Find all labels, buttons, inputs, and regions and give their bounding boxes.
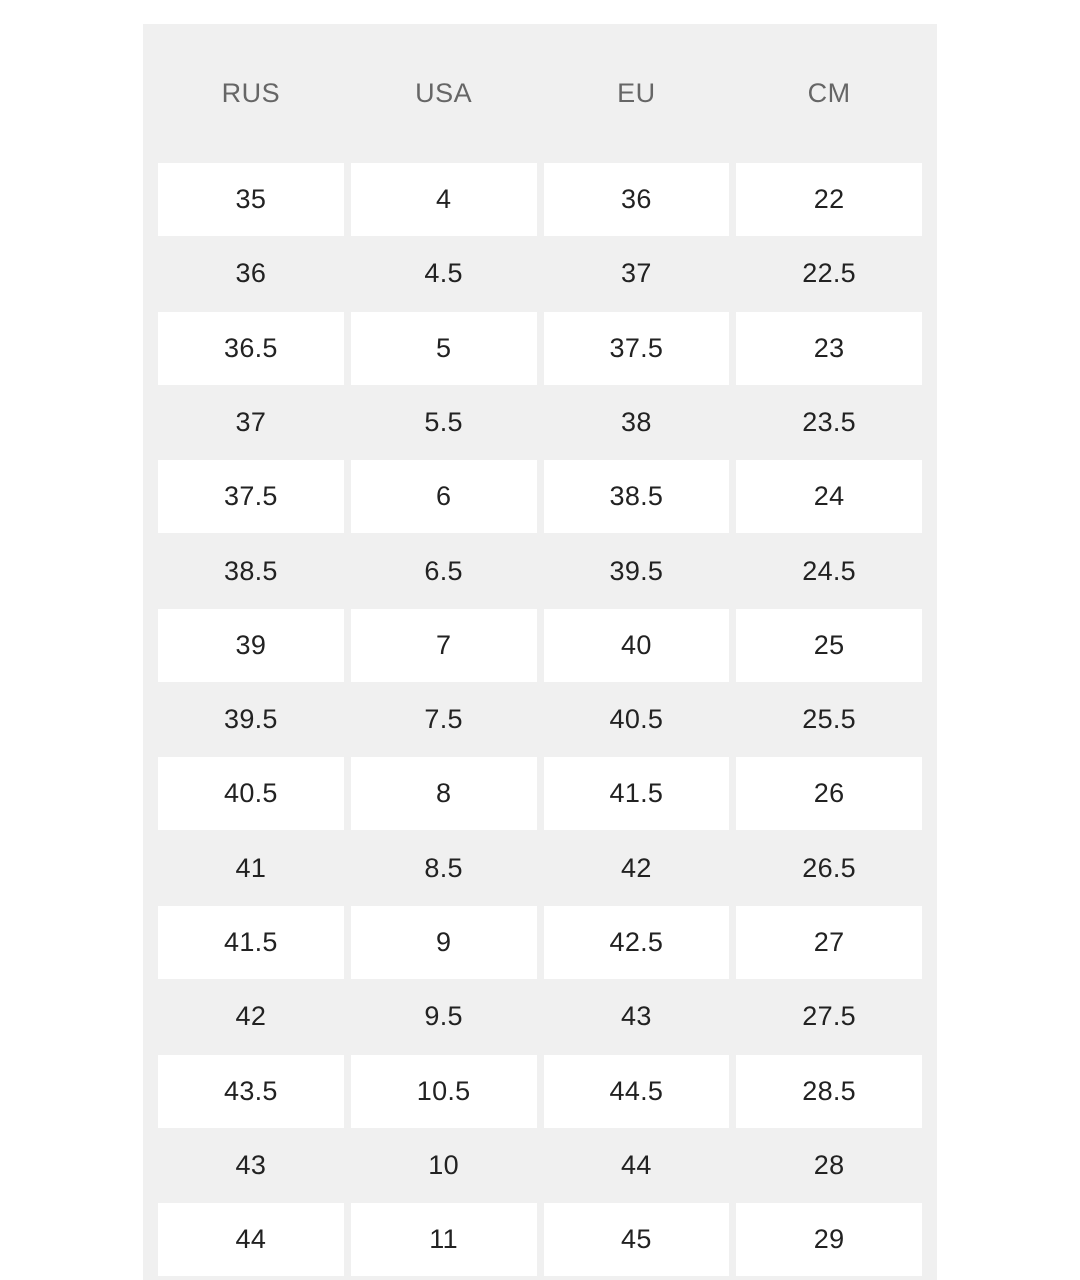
table-cell-rus: 41 bbox=[158, 832, 344, 905]
table-cell-rus: 40.5 bbox=[158, 757, 344, 830]
table-cell-cm: 26.5 bbox=[736, 832, 922, 905]
table-row bbox=[158, 535, 922, 608]
table-cell-eu: 42.5 bbox=[544, 906, 730, 979]
table-cell-cm: 22 bbox=[736, 163, 922, 236]
table-row bbox=[158, 163, 922, 236]
table-cell-eu: 36 bbox=[544, 163, 730, 236]
table-cell-rus: 35 bbox=[158, 163, 344, 236]
table-row bbox=[158, 386, 922, 459]
table-cell-eu: 43 bbox=[544, 980, 730, 1053]
table-cell-eu: 38 bbox=[544, 386, 730, 459]
table-cell-eu: 37 bbox=[544, 237, 730, 310]
table-cell-cm: 25.5 bbox=[736, 683, 922, 756]
table-cell-usa: 8 bbox=[351, 757, 537, 830]
table-cell-eu: 40.5 bbox=[544, 683, 730, 756]
table-row bbox=[158, 237, 922, 310]
table-cell-usa: 10.5 bbox=[351, 1055, 537, 1128]
table-cell-usa: 9 bbox=[351, 906, 537, 979]
table-cell-eu: 44.5 bbox=[544, 1055, 730, 1128]
table-cell-rus: 37.5 bbox=[158, 460, 344, 533]
table-cell-cm: 24 bbox=[736, 460, 922, 533]
table-row bbox=[158, 906, 922, 979]
table-cell-rus: 43.5 bbox=[158, 1055, 344, 1128]
table-cell-usa: 9.5 bbox=[351, 980, 537, 1053]
column-header-usa: USA bbox=[351, 24, 537, 163]
table-cell-usa: 6.5 bbox=[351, 535, 537, 608]
table-cell-eu: 37.5 bbox=[544, 312, 730, 385]
table-cell-cm: 22.5 bbox=[736, 237, 922, 310]
table-row bbox=[158, 683, 922, 756]
table-cell-usa: 4.5 bbox=[351, 237, 537, 310]
table-cell-eu: 38.5 bbox=[544, 460, 730, 533]
column-header-eu: EU bbox=[544, 24, 730, 163]
table-cell-eu: 39.5 bbox=[544, 535, 730, 608]
table-cell-usa: 7 bbox=[351, 609, 537, 682]
table-cell-usa: 4 bbox=[351, 163, 537, 236]
table-cell-usa: 8.5 bbox=[351, 832, 537, 905]
table-cell-cm: 26 bbox=[736, 757, 922, 830]
table-row bbox=[158, 757, 922, 830]
table-cell-rus: 43 bbox=[158, 1129, 344, 1202]
table-cell-cm: 23 bbox=[736, 312, 922, 385]
table-cell-rus: 42 bbox=[158, 980, 344, 1053]
table-cell-cm: 27.5 bbox=[736, 980, 922, 1053]
table-cell-eu: 45 bbox=[544, 1203, 730, 1276]
table-row bbox=[158, 460, 922, 533]
column-header-rus: RUS bbox=[158, 24, 344, 163]
table-cell-usa: 5 bbox=[351, 312, 537, 385]
table-cell-usa: 10 bbox=[351, 1129, 537, 1202]
table-cell-rus: 41.5 bbox=[158, 906, 344, 979]
table-row bbox=[158, 1129, 922, 1202]
table-row bbox=[158, 1203, 922, 1276]
table-cell-cm: 28 bbox=[736, 1129, 922, 1202]
table-cell-eu: 41.5 bbox=[544, 757, 730, 830]
table-cell-cm: 28.5 bbox=[736, 1055, 922, 1128]
table-cell-cm: 23.5 bbox=[736, 386, 922, 459]
table-row bbox=[158, 312, 922, 385]
column-header-cm: CM bbox=[736, 24, 922, 163]
table-cell-cm: 25 bbox=[736, 609, 922, 682]
table-cell-usa: 6 bbox=[351, 460, 537, 533]
table-cell-usa: 7.5 bbox=[351, 683, 537, 756]
table-cell-rus: 39.5 bbox=[158, 683, 344, 756]
table-cell-rus: 44 bbox=[158, 1203, 344, 1276]
table-cell-eu: 40 bbox=[544, 609, 730, 682]
table-cell-rus: 37 bbox=[158, 386, 344, 459]
table-cell-rus: 36.5 bbox=[158, 312, 344, 385]
table-cell-eu: 44 bbox=[544, 1129, 730, 1202]
table-cell-eu: 42 bbox=[544, 832, 730, 905]
table-cell-cm: 24.5 bbox=[736, 535, 922, 608]
table-cell-rus: 36 bbox=[158, 237, 344, 310]
table-cell-usa: 11 bbox=[351, 1203, 537, 1276]
size-chart-table bbox=[143, 24, 937, 1280]
table-row bbox=[158, 609, 922, 682]
table-row bbox=[158, 1055, 922, 1128]
table-header-row bbox=[158, 24, 922, 163]
table-cell-cm: 27 bbox=[736, 906, 922, 979]
table-cell-rus: 38.5 bbox=[158, 535, 344, 608]
table-row bbox=[158, 980, 922, 1053]
table-cell-rus: 39 bbox=[158, 609, 344, 682]
table-cell-usa: 5.5 bbox=[351, 386, 537, 459]
table-row bbox=[158, 832, 922, 905]
table-cell-cm: 29 bbox=[736, 1203, 922, 1276]
